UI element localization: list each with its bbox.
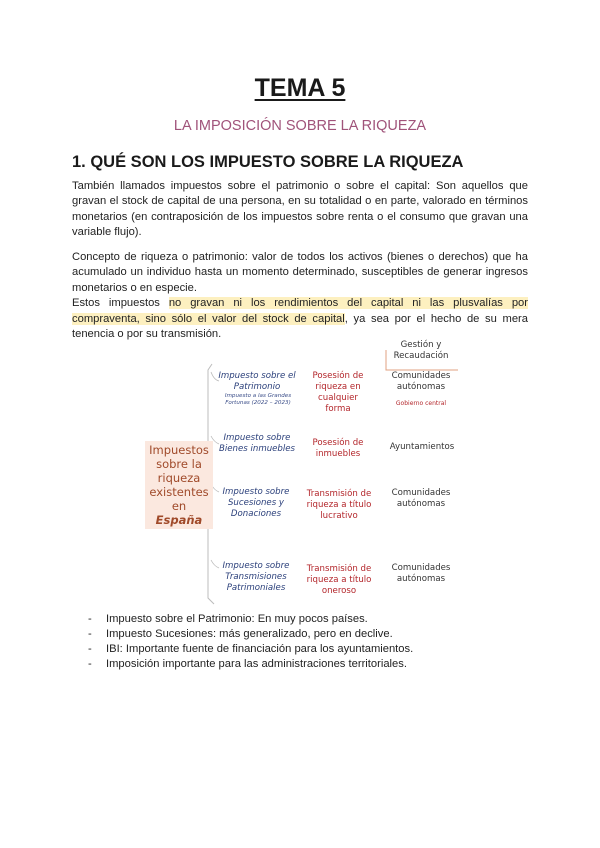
tax-patrimonio-note: Impuesto a las Grandes Fortunas (2022 – 2023) (224, 393, 292, 406)
diagram-main-label (145, 441, 213, 529)
list-item-text: Impuesto Sucesiones: más generalizado, pero en declive. (106, 628, 393, 640)
scope-end: , ya sea por el hecho de su mera tenencia o por su transmisión. (72, 312, 528, 341)
bullet-list (88, 612, 413, 672)
main-label-text: Impuestos sobre la riqueza existentes en (149, 443, 209, 513)
object-bienes-inmuebles: Posesión de inmuebles (312, 438, 364, 459)
paragraph-concept (72, 250, 528, 342)
admin-transmisiones: Comunidades autónomas (391, 563, 451, 584)
admin-bienes-inmuebles: Ayuntamientos (389, 442, 455, 452)
bullet-marker: - (88, 628, 92, 640)
list-item-text: Impuesto sobre el Patrimonio: En muy pocos países. (106, 613, 368, 625)
object-sucesiones: Transmisión de riqueza a título lucrativo (306, 489, 372, 521)
list-item-text: Imposición importante para las administraciones territoriales. (106, 658, 407, 670)
bullet-marker: - (88, 658, 92, 670)
main-label-country: España (155, 513, 203, 527)
bullet-marker: - (88, 613, 92, 625)
paragraph-definition (72, 179, 528, 241)
list-item (88, 642, 413, 657)
object-transmisiones: Transmisión de riqueza a título oneroso (306, 564, 372, 596)
page-title: TEMA 5 (254, 74, 346, 102)
paragraph-scope (72, 296, 528, 342)
tax-sucesiones: Impuesto sobre Sucesiones y Donaciones (222, 487, 290, 519)
column-header: Gestión y Recaudación (393, 340, 449, 361)
object-patrimonio: Posesión de riqueza en cualquier forma (312, 371, 364, 414)
admin-patrimonio-note: Gobierno central (395, 400, 447, 407)
paragraph-concept-text: Concepto de riqueza o patrimonio: valor de todos los activos (bienes o derechos) que ha acumulado un individuo hasta un momento determinado, susceptibles de generar ingresos monetarios o en especie. (72, 251, 528, 294)
tax-patrimonio: Impuesto sobre el Patrimonio (218, 371, 296, 392)
section-heading: 1. QUÉ SON LOS IMPUESTO SOBRE LA RIQUEZA (72, 153, 464, 171)
scope-highlight: no gravan ni los rendimientos del capital ni las plusvalías por compraventa, sino sólo el valor del stock de capital (72, 297, 528, 325)
admin-patrimonio: Comunidades autónomas (391, 371, 451, 392)
list-item (88, 627, 413, 642)
list-item-text: IBI: Importante fuente de financiación para los ayuntamientos. (106, 643, 414, 655)
list-item (88, 657, 413, 672)
paragraph-definition-text: También llamados impuestos sobre el patrimonio o sobre el capital: Son aquellos que gravan el stock de capital de una persona, en su totalidad o en parte, valorado en términos monetarios (en contraposición de los impuestos sobre renta o el consumo que gravan una variable flujo). (72, 180, 528, 239)
page-subtitle: LA IMPOSICIÓN SOBRE LA RIQUEZA (173, 118, 427, 134)
scope-start: Estos impuestos (72, 297, 169, 310)
tax-transmisiones: Impuesto sobre Transmisiones Patrimoniales (222, 561, 290, 593)
admin-sucesiones: Comunidades autónomas (391, 488, 451, 509)
list-item (88, 612, 413, 627)
tax-bienes-inmuebles: Impuesto sobre Bienes inmuebles (218, 433, 296, 454)
bullet-marker: - (88, 643, 92, 655)
